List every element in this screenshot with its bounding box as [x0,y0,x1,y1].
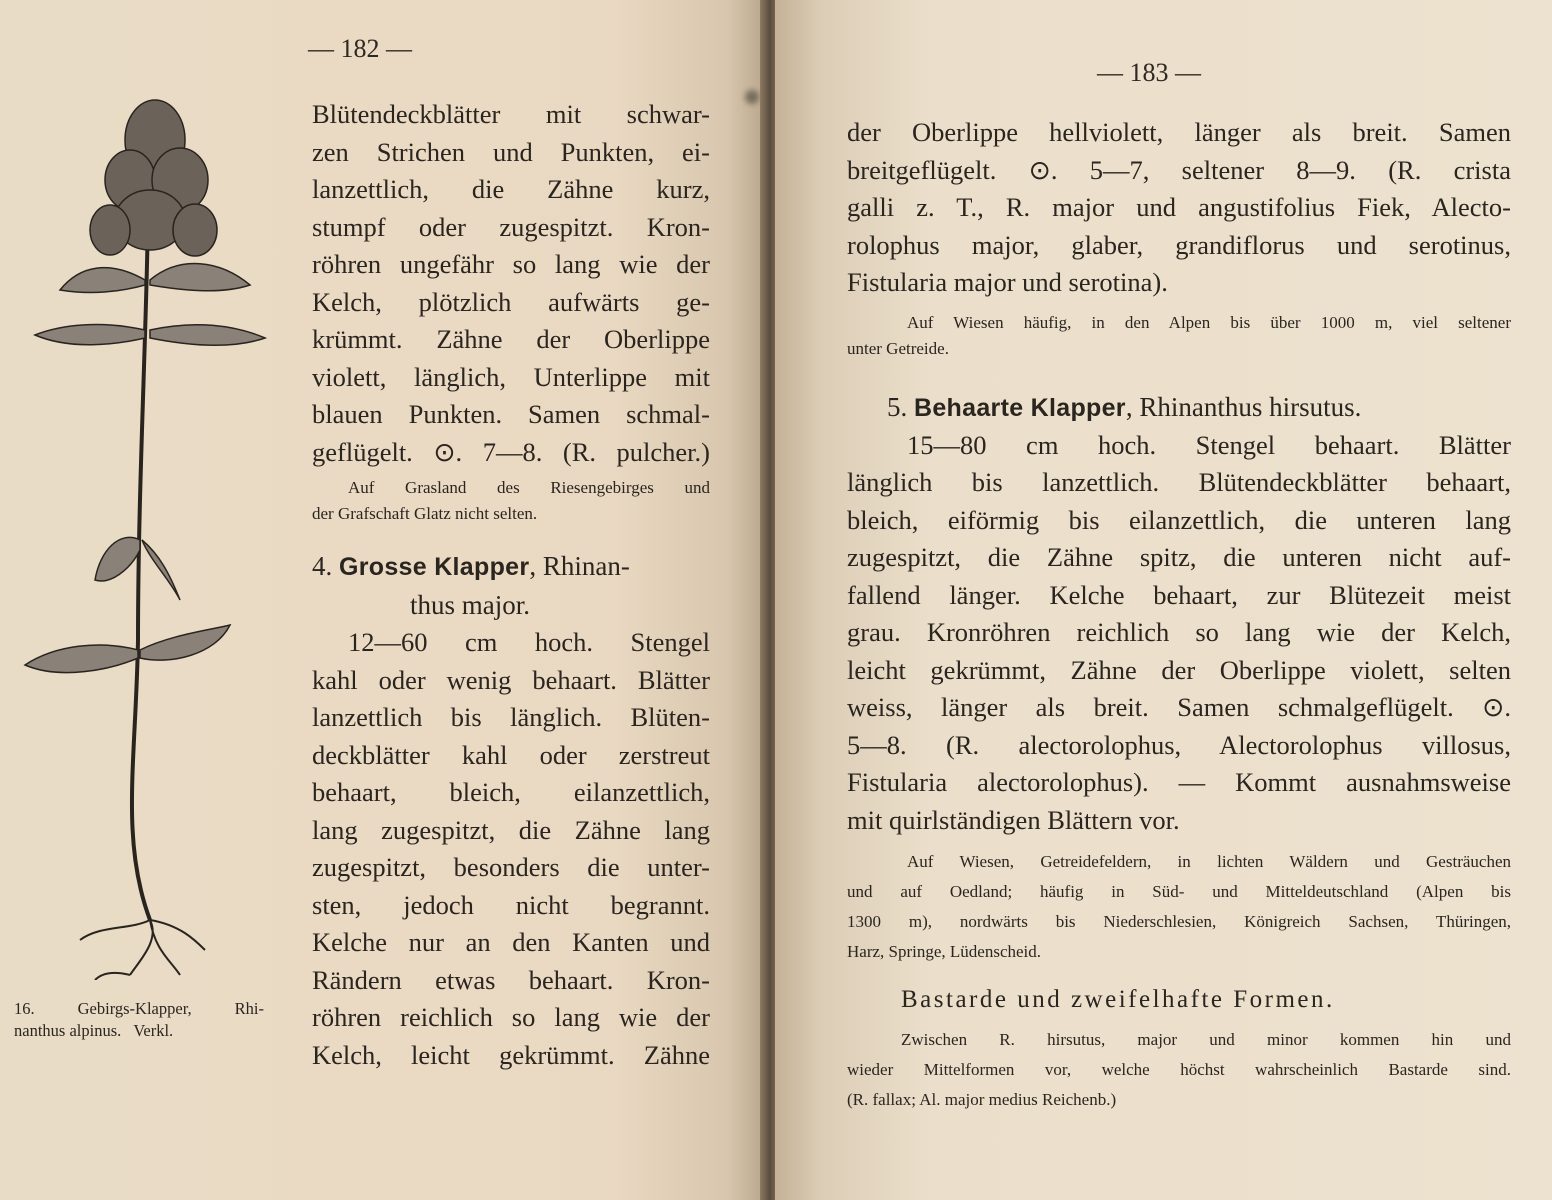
text-line: Kelche nur an den Kanten und [312,927,710,957]
species-number: 5. [887,391,908,422]
text-line: behaart, bleich, eilanzettlich, [312,777,710,807]
text-line: mit quirlständigen Blättern vor. [847,804,1180,835]
right-text-column [847,114,1511,1115]
text-line: deckblätter kahl oder zerstreut [312,739,710,770]
species-latin: , Rhinan- [529,551,630,581]
plant-illustration [20,80,290,980]
text-line: stumpf oder zugespitzt. Kron- [312,211,710,242]
habitat-line: Auf Wiesen, Getreidefeldern, in lichten Wäldern und Gesträuchen [907,852,1511,871]
page-number-182: — 182 — [308,34,412,63]
section-heading: Bastarde und zweifelhafte Formen. [901,986,1335,1013]
left-page [0,0,765,1200]
left-text-column [312,96,710,1074]
text-line: violett, länglich, Unterlippe mit [312,361,710,392]
text-line: röhren ungefähr so lang wie der [312,249,710,279]
text-line: länglich bis lanzettlich. Blütendeckblätter behaart, [847,467,1511,497]
habitat-note-5 [847,847,1511,967]
text-line: grau. Kronröhren reichlich so lang wie der Kelch, [847,617,1511,647]
text-line: kahl oder wenig behaart. Blätter [312,664,710,695]
text-line: lang zugespitzt, die Zähne lang [312,814,710,845]
text-line: 15—80 cm hoch. Stengel behaart. Blätter [907,429,1511,460]
habitat-line: Auf Wiesen häufig, in den Alpen bis über 1000 m, viel seltener [907,312,1511,332]
species3-continuation [312,96,710,471]
right-page [775,0,1552,1200]
species-name: Grosse Klapper [339,553,530,581]
species4-continuation [847,114,1511,302]
text-line: zugespitzt, die Zähne spitz, die unteren nicht auf- [847,542,1511,572]
text-line: Kelch, leicht gekrümmt. Zähne [312,1039,710,1070]
habitat-line: Harz, Springe, Lüdenscheid. [847,942,1042,961]
species-name: Behaarte Klapper [914,393,1126,422]
text-line: zugespitzt, besonders die unter- [312,852,710,882]
caption-line: 16. Gebirgs-Klapper, Rhi- [14,999,264,1018]
habitat-line: der Grafschaft Glatz nicht selten. [312,504,538,523]
text-line: leicht gekrümmt, Zähne der Oberlippe violett, selten [847,654,1511,685]
note-line: Zwischen R. hirsutus, major und minor kommen hin und [901,1030,1511,1049]
species5-description [847,427,1511,840]
smudge [745,90,759,104]
text-line: 12—60 cm hoch. Stengel [348,627,710,657]
species4-heading [312,547,710,624]
text-line: der Oberlippe hellviolett, länger als breit. Samen [847,117,1511,147]
text-line: sten, jedoch nicht begrannt. [312,889,710,920]
habitat-line: und auf Oedland; häufig in Süd- und Mitteldeutschland (Alpen bis [847,882,1511,901]
text-line: 5—8. (R. alectorolophus, Alectorolophus villosus, [847,729,1511,760]
species-number: 4. [312,551,333,581]
text-line: röhren reichlich so lang wie der [312,1002,710,1032]
text-line: breitgeflügelt. ⊙. 5—7, seltener 8—9. (R. crista [847,154,1511,185]
species-latin: , Rhinanthus hirsutus. [1125,391,1362,422]
text-line: Blütendeckblätter mit schwar- [312,99,710,129]
text-line: lanzettlich, die Zähne kurz, [312,174,710,204]
text-line: rolophus major, glaber, grandiflorus und serotinus, [847,229,1511,260]
species4-description [312,624,710,1074]
note-line: wieder Mittelformen vor, welche höchst wahrscheinlich Bastarde sind. [847,1060,1511,1079]
text-line: krümmt. Zähne der Oberlippe [312,324,710,354]
text-line: geflügelt. ⊙. 7—8. (R. pulcher.) [312,436,710,467]
text-line: fallend länger. Kelche behaart, zur Blütezeit meist [847,579,1511,610]
habitat-line: 1300 m), nordwärts bis Niederschlesien, Königreich Sachsen, Thüringen, [847,912,1511,931]
text-line: bleich, eiförmig bis eilanzettlich, die unteren lang [847,504,1511,535]
text-line: galli z. T., R. major und angustifolius Fiek, Alecto- [847,192,1511,222]
bastard-note [847,1025,1511,1115]
text-line: Fistularia alectorolophus). — Kommt ausnahmsweise [847,767,1511,797]
text-line: blauen Punkten. Samen schmal- [312,399,710,429]
habitat-line: unter Getreide. [847,338,949,358]
text-line: Kelch, plötzlich aufwärts ge- [312,286,710,317]
note-line: (R. fallax; Al. major medius Reichenb.) [847,1090,1117,1109]
habitat-note [312,475,710,527]
text-line: weiss, länger als breit. Samen schmalgeflügelt. ⊙. [847,692,1511,722]
text-line: Fistularia major und serotina). [847,267,1168,297]
figure-caption [14,998,264,1042]
species-latin-cont: thus major. [410,590,530,620]
habitat-note [847,310,1511,362]
species5-heading [847,388,1511,427]
habitat-line: Auf Grasland des Riesengebirges und [348,478,710,497]
text-line: lanzettlich bis länglich. Blüten- [312,702,710,732]
caption-line: nanthus alpinus. Verkl. [14,1021,174,1040]
page-number-183: — 183 — [1097,58,1201,87]
text-line: zen Strichen und Punkten, ei- [312,136,710,167]
text-line: Rändern etwas behaart. Kron- [312,964,710,995]
